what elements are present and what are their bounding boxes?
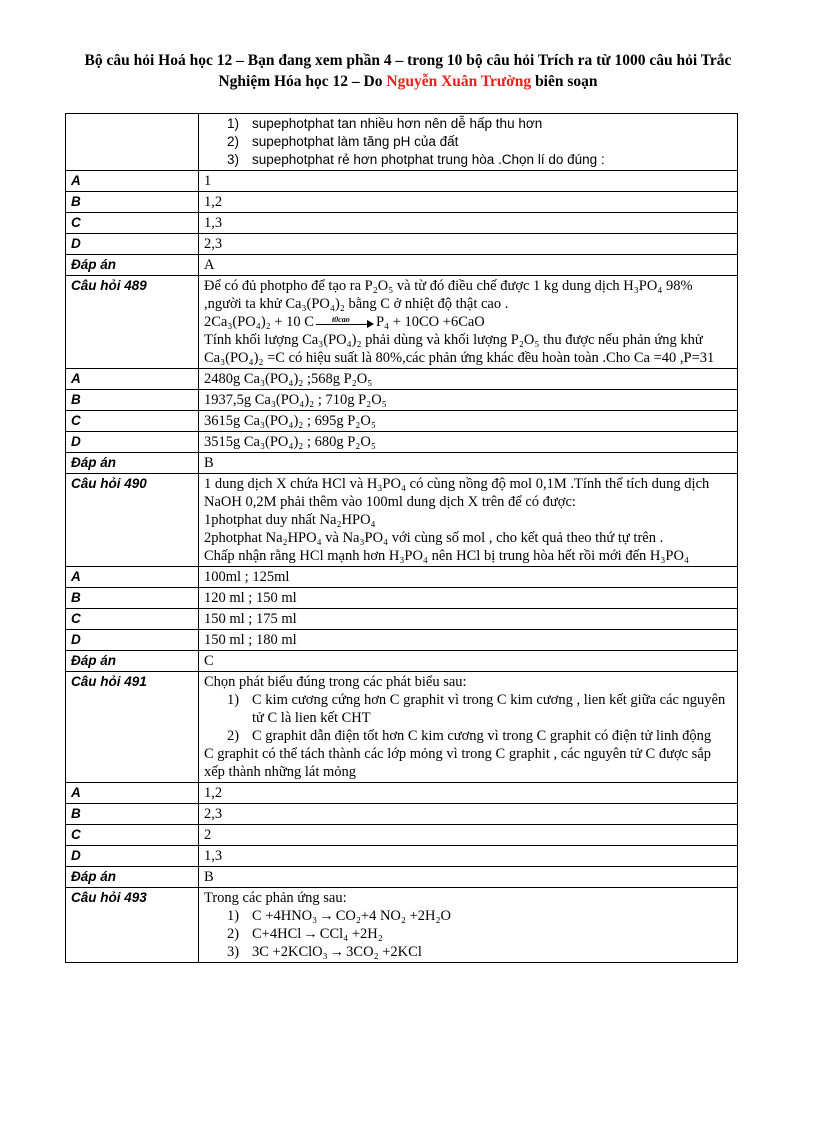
question-line: Chấp nhận rằng HCl mạnh hơn H₃PO₄ nên HCl bị trung hòa hết rồi mới đến H₃PO₄ <box>204 548 690 564</box>
list-item <box>204 691 733 727</box>
option-value: 1,3 <box>199 846 738 867</box>
question-label: Câu hỏi 493 <box>66 888 199 963</box>
item-text: supephotphat rẻ hơn photphat trung hòa .Chọn lí do đúng : <box>252 152 605 167</box>
table-row <box>66 588 738 609</box>
question-body <box>199 276 738 369</box>
option-value: 3515g Ca₃(PO₄)₂ ; 680g P₂O₅ <box>199 432 738 453</box>
question-line: ,người ta khử Ca₃(PO₄)₂ bằng C ở nhiệt độ thật cao . <box>204 296 509 312</box>
option-label: D <box>66 234 199 255</box>
table-row <box>66 234 738 255</box>
option-value: 1,3 <box>199 213 738 234</box>
reaction-right: 3CO₂ +2KCl <box>346 944 422 960</box>
option-label: D <box>66 846 199 867</box>
option-value: 1,2 <box>199 783 738 804</box>
item-text: supephotphat làm tăng pH của đất <box>252 134 459 149</box>
table-row <box>66 825 738 846</box>
question-line: Trong các phản ứng sau: <box>204 890 347 906</box>
question-line: 1 dung dịch X chứa HCl và H₃PO₄ có cùng nồng độ mol 0,1M .Tính thể tích dung dịch NaOH 0,2M phải thêm vào 100ml dung dịch X trên để có được: <box>204 476 710 510</box>
table-row <box>66 567 738 588</box>
question-line: 2photphat Na₂HPO₄ và Na₃PO₄ với cùng số mol , cho kết quả theo thứ tự trên . <box>204 530 664 546</box>
option-value: 2480g Ca₃(PO₄)₂ ;568g P₂O₅ <box>199 369 738 390</box>
table-row <box>66 369 738 390</box>
arrow-right-icon: → <box>319 908 334 924</box>
table-row <box>66 114 738 171</box>
table-row <box>66 411 738 432</box>
arrow-condition: t0cao <box>331 314 350 324</box>
answer-label: Đáp án <box>66 651 199 672</box>
question-label: Câu hỏi 489 <box>66 276 199 369</box>
table-row <box>66 651 738 672</box>
item-text: C graphit dẫn điện tốt hơn C kim cương vì trong C graphit có điện tử linh động <box>252 728 712 744</box>
item-number: 3) <box>227 152 240 167</box>
question-line: Tính khối lượng Ca₃(PO₄)₂ phải dùng và khối lượng P₂O₅ thu được nếu phản ứng khử Ca₃(PO₄)₂ =C có hiệu suất là 80%,các phản ứng khác đều hoàn toàn .Cho Ca =40 ,P=31 <box>204 332 715 366</box>
option-label: A <box>66 171 199 192</box>
arrow-right-icon: → <box>303 926 318 942</box>
header-suffix: biên soạn <box>531 73 598 90</box>
item-text: C kim cương cứng hơn C graphit vì trong C kim cương , lien kết giữa các nguyên tử C là lien kết CHT <box>252 692 726 726</box>
table-row <box>66 672 738 783</box>
option-label: B <box>66 588 199 609</box>
reaction-equation <box>204 313 733 331</box>
item-text <box>252 943 733 961</box>
table-row <box>66 609 738 630</box>
option-label: C <box>66 825 199 846</box>
item-number: 1) <box>227 116 240 131</box>
question-label: Câu hỏi 490 <box>66 474 199 567</box>
option-label: B <box>66 804 199 825</box>
question-table <box>65 113 738 963</box>
item-number: 1) <box>227 692 240 708</box>
document-header <box>60 50 756 92</box>
answer-label: Đáp án <box>66 867 199 888</box>
list-item <box>204 115 733 133</box>
option-label: C <box>66 411 199 432</box>
table-row <box>66 888 738 963</box>
reaction-left: C+4HCl <box>252 926 302 942</box>
table-row <box>66 213 738 234</box>
table-row <box>66 276 738 369</box>
table-row <box>66 867 738 888</box>
arrow-right-icon: → <box>329 944 345 960</box>
option-value: 2,3 <box>199 804 738 825</box>
table-row <box>66 804 738 825</box>
option-value: 3615g Ca₃(PO₄)₂ ; 695g P₂O₅ <box>199 411 738 432</box>
header-prefix: Nghiệm Hóa học 12 – Do <box>218 73 387 90</box>
option-label: A <box>66 369 199 390</box>
item-number: 1) <box>227 908 240 924</box>
empty-label-cell <box>66 114 199 171</box>
option-label: D <box>66 432 199 453</box>
option-label: B <box>66 390 199 411</box>
intro-cell <box>199 114 738 171</box>
equation-right: P₄ + 10CO +6CaO <box>375 314 485 330</box>
item-text <box>252 907 733 925</box>
question-label: Câu hỏi 491 <box>66 672 199 783</box>
option-label: A <box>66 567 199 588</box>
question-body <box>199 888 738 963</box>
option-value: 1937,5g Ca₃(PO₄)₂ ; 710g P₂O₅ <box>199 390 738 411</box>
table-row <box>66 630 738 651</box>
list-item <box>204 727 733 745</box>
table-row <box>66 783 738 804</box>
option-label: C <box>66 213 199 234</box>
question-line: Chọn phát biểu đúng trong các phát biểu sau: <box>204 674 467 690</box>
reaction-left: C +4HNO₃ <box>252 908 318 924</box>
list-item <box>204 907 733 925</box>
list-item <box>204 133 733 151</box>
reaction-left: 3C +2KClO₃ <box>252 944 328 960</box>
question-body <box>199 672 738 783</box>
item-number: 2) <box>227 728 240 744</box>
table-row <box>66 192 738 213</box>
answer-label: Đáp án <box>66 453 199 474</box>
option-value: 1,2 <box>199 192 738 213</box>
question-line: 1photphat duy nhất Na₂HPO₄ <box>204 512 376 528</box>
reaction-right: CO₂+4 NO₂ +2H₂O <box>335 908 452 924</box>
answer-value: C <box>199 651 738 672</box>
option-value: 2,3 <box>199 234 738 255</box>
item-text <box>252 925 733 943</box>
answer-value: B <box>199 453 738 474</box>
table-row <box>66 453 738 474</box>
table-row <box>66 171 738 192</box>
option-value: 2 <box>199 825 738 846</box>
option-label: D <box>66 630 199 651</box>
list-item <box>204 151 733 169</box>
option-label: A <box>66 783 199 804</box>
option-value: 150 ml ; 180 ml <box>199 630 738 651</box>
item-number: 2) <box>227 926 240 942</box>
option-value: 100ml ; 125ml <box>199 567 738 588</box>
list-item <box>204 943 733 961</box>
option-value: 120 ml ; 150 ml <box>199 588 738 609</box>
answer-value: A <box>199 255 738 276</box>
header-line-1: Bộ câu hỏi Hoá học 12 – Bạn đang xem phần 4 – trong 10 bộ câu hỏi Trích ra từ 1000 câu hỏi Trắc <box>84 52 732 69</box>
item-text: supephotphat tan nhiều hơn nên dễ hấp thu hơn <box>252 116 543 131</box>
answer-label: Đáp án <box>66 255 199 276</box>
question-line: C graphit có thể tách thành các lớp mỏng vì trong C graphit , các nguyên tử C được sắp xếp thành những lát mỏng <box>204 746 712 780</box>
question-body <box>199 474 738 567</box>
option-label: B <box>66 192 199 213</box>
list-item <box>204 925 733 943</box>
table-row <box>66 474 738 567</box>
table-row <box>66 432 738 453</box>
option-value: 1 <box>199 171 738 192</box>
reaction-arrow-icon <box>316 314 374 328</box>
option-value: 150 ml ; 175 ml <box>199 609 738 630</box>
equation-left: 2Ca₃(PO₄)₂ + 10 C <box>204 314 314 330</box>
item-number: 2) <box>227 134 240 149</box>
reaction-right: CCl₄ +2H₂ <box>319 926 383 942</box>
option-label: C <box>66 609 199 630</box>
item-number: 3) <box>227 944 240 960</box>
header-line-2 <box>60 71 756 92</box>
table-row <box>66 846 738 867</box>
author-name: Nguyễn Xuân Trường <box>386 73 532 90</box>
table-row <box>66 390 738 411</box>
table-row <box>66 255 738 276</box>
question-line: Để có đủ photpho để tạo ra P₂O₅ và từ đó điều chế được 1 kg dung dịch H₃PO₄ 98% <box>204 278 693 294</box>
answer-value: B <box>199 867 738 888</box>
